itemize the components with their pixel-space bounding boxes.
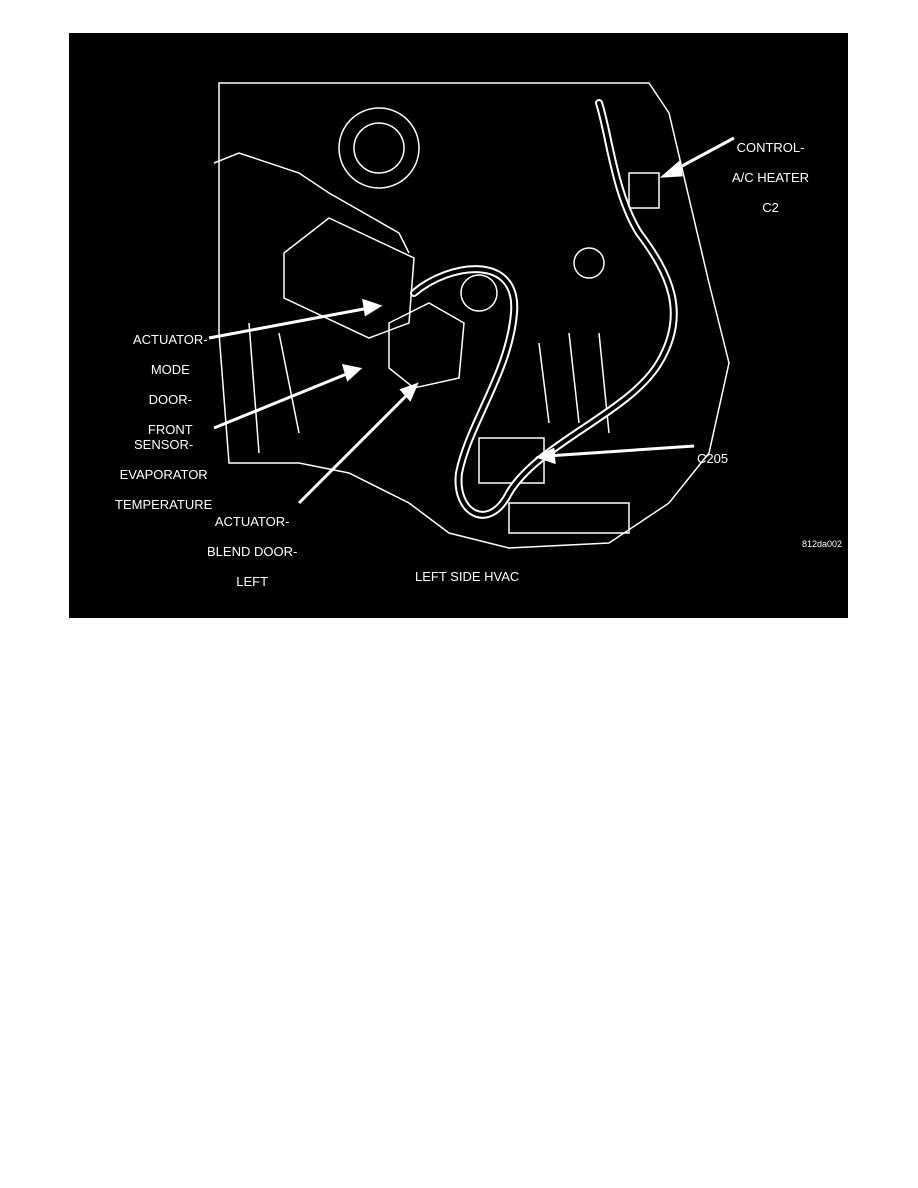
callout-line: ACTUATOR- (214, 514, 290, 529)
leader-arrows (209, 138, 734, 503)
callout-line: FRONT (147, 422, 193, 437)
blend-actuator-shape (389, 303, 464, 388)
callout-line: EVAPORATOR (119, 467, 208, 482)
callout-line: CONTROL- (736, 140, 805, 155)
callout-line: BLEND DOOR- (207, 544, 298, 559)
callout-line: DOOR- (148, 392, 192, 407)
callout-line: MODE (150, 362, 190, 377)
callout-control-ac-heater-c2 (732, 125, 809, 230)
callout-line: LEFT (236, 574, 269, 589)
callout-line: SENSOR- (134, 437, 194, 452)
callout-line: C2 (762, 200, 779, 215)
callout-c205 (697, 436, 728, 481)
callout-line: C205 (697, 451, 729, 466)
hvac-diagram (69, 33, 848, 618)
callout-sensor-evaporator-temperature (115, 422, 212, 527)
callout-line: A/C HEATER (732, 170, 810, 185)
callout-line: ACTUATOR- (133, 332, 208, 347)
figure-id: 812da002 (802, 539, 843, 549)
callout-actuator-blend-door-left (207, 499, 297, 604)
hvac-housing (219, 83, 729, 548)
callout-line: TEMPERATURE (115, 497, 213, 512)
figure-caption: LEFT SIDE HVAC (415, 569, 520, 584)
